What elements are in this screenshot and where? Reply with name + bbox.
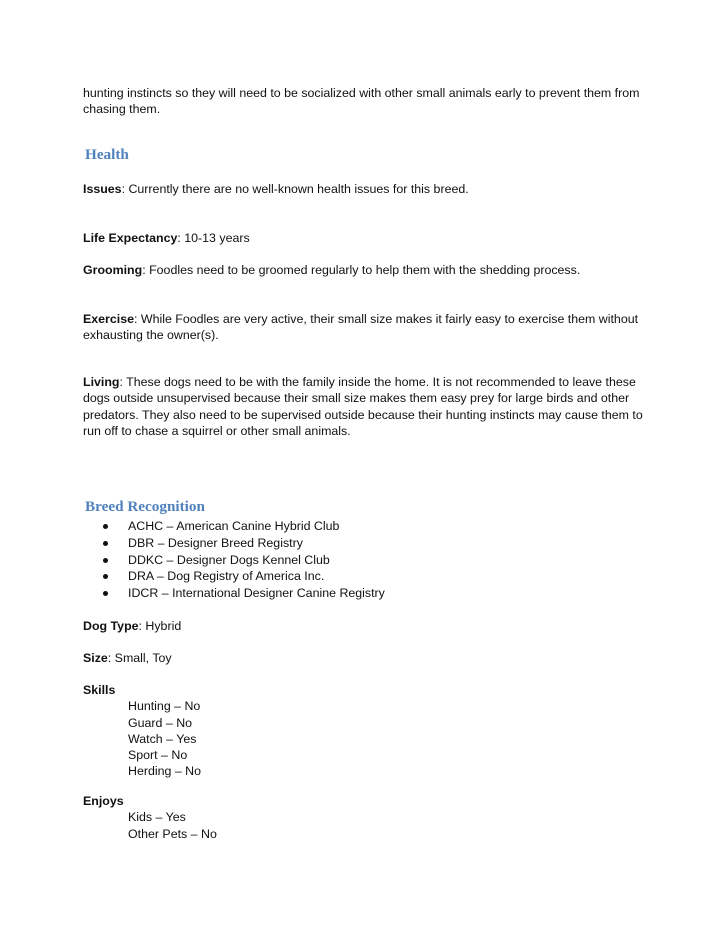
enjoys-item: Kids – Yes <box>128 810 186 825</box>
grooming-paragraph <box>83 262 653 278</box>
exercise-text: : While Foodles are very active, their small size makes it fairly easy to exercise them without exhausting the owner(s). <box>83 312 639 343</box>
list-item <box>83 568 385 585</box>
enjoys-label: Enjoys <box>83 794 124 808</box>
registry-list <box>83 518 385 602</box>
size-paragraph <box>83 650 653 666</box>
living-paragraph <box>83 374 653 439</box>
skill-item: Sport – No <box>128 748 188 763</box>
skill-item: Watch – Yes <box>128 731 197 746</box>
registry-text: DDKC – Designer Dogs Kennel Club <box>128 552 330 567</box>
grooming-text: : Foodles need to be groomed regularly to help them with the shedding process. <box>142 263 581 277</box>
list-item <box>83 585 385 602</box>
skill-item: Hunting – No <box>128 699 201 714</box>
registry-text: IDCR – International Designer Canine Registry <box>128 586 385 601</box>
exercise-paragraph <box>83 311 653 344</box>
life-expectancy-paragraph <box>83 230 653 246</box>
skill-item: Guard – No <box>128 715 193 730</box>
life-expectancy-label: Life Expectancy <box>83 231 178 245</box>
bullet-icon <box>103 558 108 563</box>
bullet-icon <box>103 524 108 529</box>
intro-paragraph: hunting instincts so they will need to be socialized with other small animals early to prevent them from chasing them. <box>83 86 640 117</box>
enjoys-section <box>83 793 653 842</box>
skill-item: Herding – No <box>128 764 202 779</box>
grooming-label: Grooming <box>83 263 143 277</box>
exercise-label: Exercise <box>83 312 134 326</box>
registry-text: DBR – Designer Breed Registry <box>128 535 303 550</box>
dog-type-paragraph <box>83 618 653 634</box>
issues-text: : Currently there are no well-known health issues for this breed. <box>121 182 469 196</box>
enjoys-item: Other Pets – No <box>128 826 217 841</box>
dog-type-text: : Hybrid <box>138 619 182 633</box>
breed-recognition-heading: Breed Recognition <box>85 498 205 515</box>
list-item <box>83 518 385 535</box>
skills-section <box>83 682 653 780</box>
size-label: Size <box>83 651 108 665</box>
size-text: : Small, Toy <box>107 651 172 665</box>
bullet-icon <box>103 541 108 546</box>
living-text: : These dogs need to be with the family inside the home. It is not recommended to leave these dogs outside unsupervised because their small size makes them easy prey for large birds and other predators. They also need to be supervised outside because their hunting instincts may cause them to run off to chase a squirrel or other small animals. <box>83 375 643 438</box>
registry-text: DRA – Dog Registry of America Inc. <box>128 569 325 584</box>
dog-type-label: Dog Type <box>83 619 139 633</box>
issues-paragraph <box>83 181 653 197</box>
skills-label: Skills <box>83 683 116 697</box>
health-heading: Health <box>85 146 129 163</box>
registry-text: ACHC – American Canine Hybrid Club <box>128 519 340 533</box>
list-item <box>83 552 385 569</box>
bullet-icon <box>103 574 108 579</box>
list-item <box>83 535 385 552</box>
life-expectancy-text: : 10-13 years <box>177 231 250 245</box>
bullet-icon <box>103 591 108 596</box>
issues-label: Issues <box>83 182 122 196</box>
living-label: Living <box>83 375 120 389</box>
